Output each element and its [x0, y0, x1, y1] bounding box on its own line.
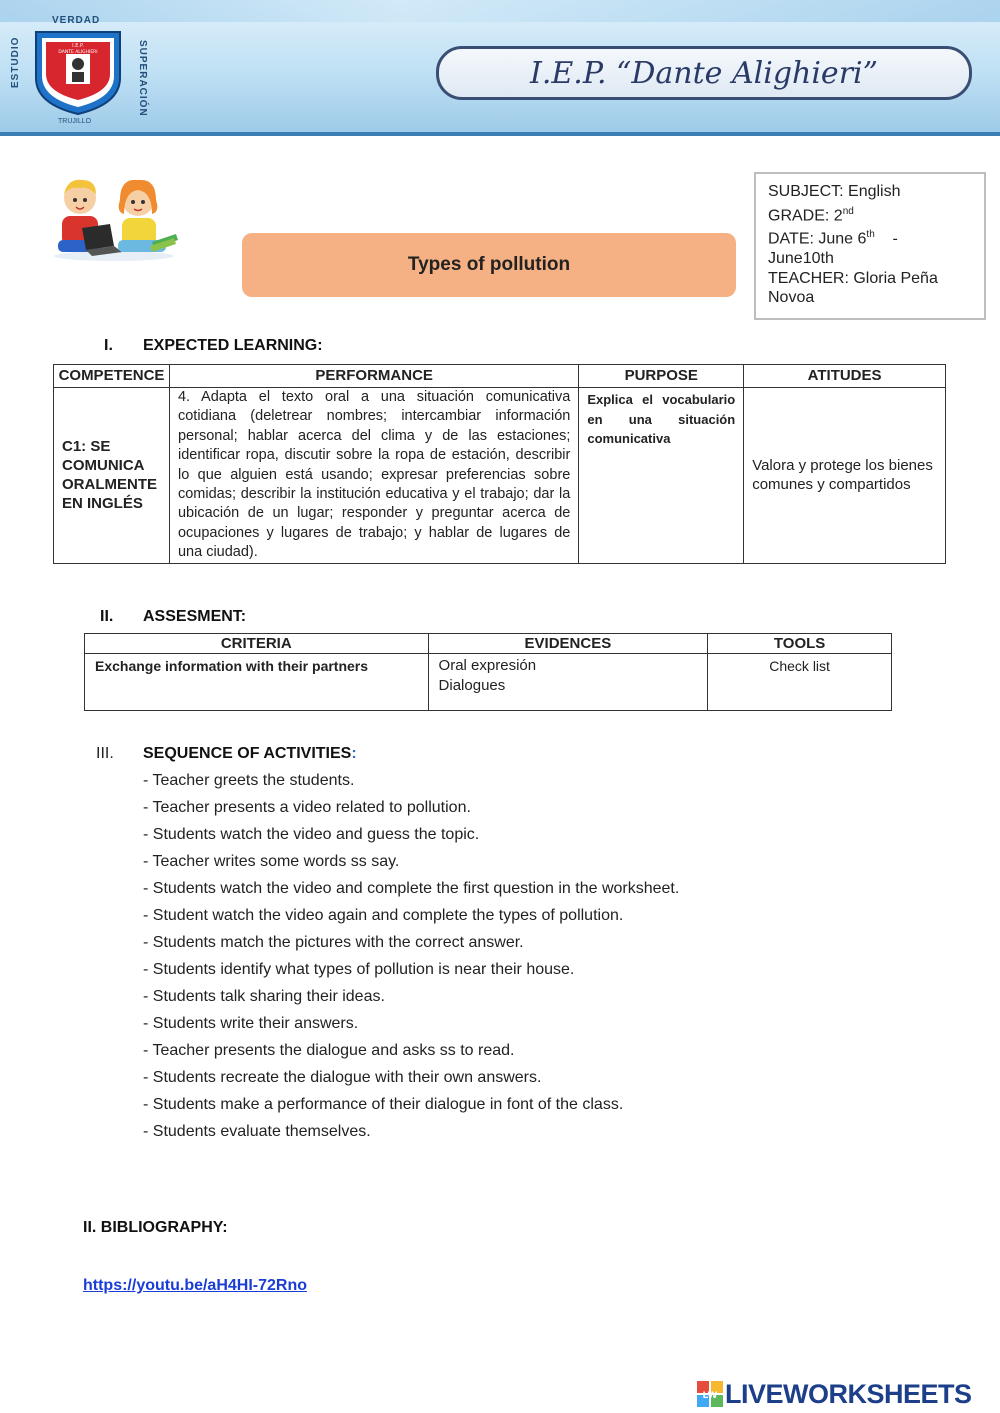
liveworksheets-icon [697, 1381, 723, 1407]
tools-cell: Check list [708, 654, 892, 711]
grade-line: GRADE: 2nd [768, 205, 854, 224]
expected-learning-table [53, 364, 946, 564]
column-header: PERFORMANCE [169, 365, 578, 388]
liveworksheets-mark: LW [702, 1391, 718, 1401]
competence-cell: C1: SE COMUNICA ORALMENTE EN INGLÉS [54, 388, 170, 564]
crest-bottom-text: TRUJILLO [58, 118, 92, 125]
subject-line: SUBJECT: English [768, 183, 901, 200]
assessment-table [84, 633, 892, 711]
section-1-number: I. [104, 337, 113, 354]
column-header: COMPETENCE [54, 365, 170, 388]
date-end-line: June10th [768, 250, 834, 268]
activity-item: - Students talk sharing their ideas. [143, 988, 385, 1005]
performance-cell: 4. Adapta el texto oral a una situación comunicativa cotidiana (deletrear nombres; intercambiar información personal; hablar acerca del clima y de las estaciones; identificar ropa, discutir sobre la ropa de estación, describir lo que alguien está usando; expresar preferencias sobre comidas; describir la institución educativa y el trabajo; dar la ubicación de un lugar; responder y preguntar acerca de ocupaciones y lugares de trabajo; y hablar de lugares de una ciudad). [169, 388, 578, 564]
activity-item: - Teacher writes some words ss say. [143, 853, 400, 870]
page-title: Types of pollution [242, 233, 736, 297]
school-name-banner: I.E.P. “Dante Alighieri” [436, 46, 972, 100]
date-line: DATE: June 6th - [768, 229, 898, 248]
activity-item: - Students watch the video and complete the first question in the worksheet. [143, 880, 680, 897]
bibliography-heading: II. BIBLIOGRAPHY: [83, 1219, 228, 1236]
activity-item: - Student watch the video again and complete the types of pollution. [143, 907, 624, 924]
evidence-item: Oral expresión [438, 657, 537, 674]
school-crest-logo [32, 28, 124, 116]
section-2-heading: ASSESMENT: [143, 608, 247, 625]
activity-item: - Students make a performance of their dialogue in font of the class. [143, 1096, 624, 1113]
purpose-cell: Explica el vocabulario en una situación comunicativa [579, 388, 744, 564]
column-header: PURPOSE [579, 365, 744, 388]
kids-illustration [52, 170, 180, 262]
column-header: EVIDENCES [428, 634, 708, 654]
evidence-item: Dialogues [438, 677, 506, 694]
section-3-number: III. [96, 745, 114, 762]
activity-item: - Teacher presents a video related to pollution. [143, 799, 471, 816]
activity-item: - Teacher presents the dialogue and asks ss to read. [143, 1042, 515, 1059]
bibliography-link[interactable]: https://youtu.be/aH4HI-72Rno [83, 1277, 308, 1294]
teacher-line: TEACHER: Gloria Peña Novoa [768, 269, 938, 307]
column-header: TOOLS [708, 634, 892, 654]
liveworksheets-text: LIVEWORKSHEETS [725, 1378, 972, 1409]
subject-info-box [754, 172, 986, 320]
banner-stripe [0, 0, 1000, 22]
activity-item: - Students recreate the dialogue with their own answers. [143, 1069, 542, 1086]
table-row [54, 388, 946, 564]
table-header-row [54, 365, 946, 388]
crest-right-text: SUPERACIÓN [137, 40, 148, 117]
activity-item: - Students match the pictures with the correct answer. [143, 934, 524, 951]
activity-item: - Students identify what types of pollution is near their house. [143, 961, 575, 978]
criteria-cell: Exchange information with their partners [85, 654, 429, 711]
table-header-row [85, 634, 892, 654]
evidences-cell [428, 654, 708, 711]
activity-item: - Students evaluate themselves. [143, 1123, 371, 1140]
column-header: ATITUDES [744, 365, 946, 388]
section-1-heading: EXPECTED LEARNING: [143, 337, 323, 354]
crest-left-text: ESTUDIO [10, 36, 21, 88]
activity-item: - Students watch the video and guess the topic. [143, 826, 480, 843]
activity-item: - Teacher greets the students. [143, 772, 355, 789]
attitudes-cell: Valora y protege los bienes comunes y compartidos [744, 388, 946, 564]
column-header: CRITERIA [85, 634, 429, 654]
crest-top-text: VERDAD [52, 15, 101, 26]
activity-item: - Students write their answers. [143, 1015, 359, 1032]
section-2-number: II. [100, 608, 114, 625]
crest-inner-name: DANTE ALIGHIERI [58, 50, 98, 55]
section-3-heading: SEQUENCE OF ACTIVITIES: [143, 745, 357, 762]
table-row [85, 654, 892, 711]
liveworksheets-logo[interactable] [697, 1378, 972, 1410]
crest-inner-top: I.E.P. [72, 43, 84, 49]
